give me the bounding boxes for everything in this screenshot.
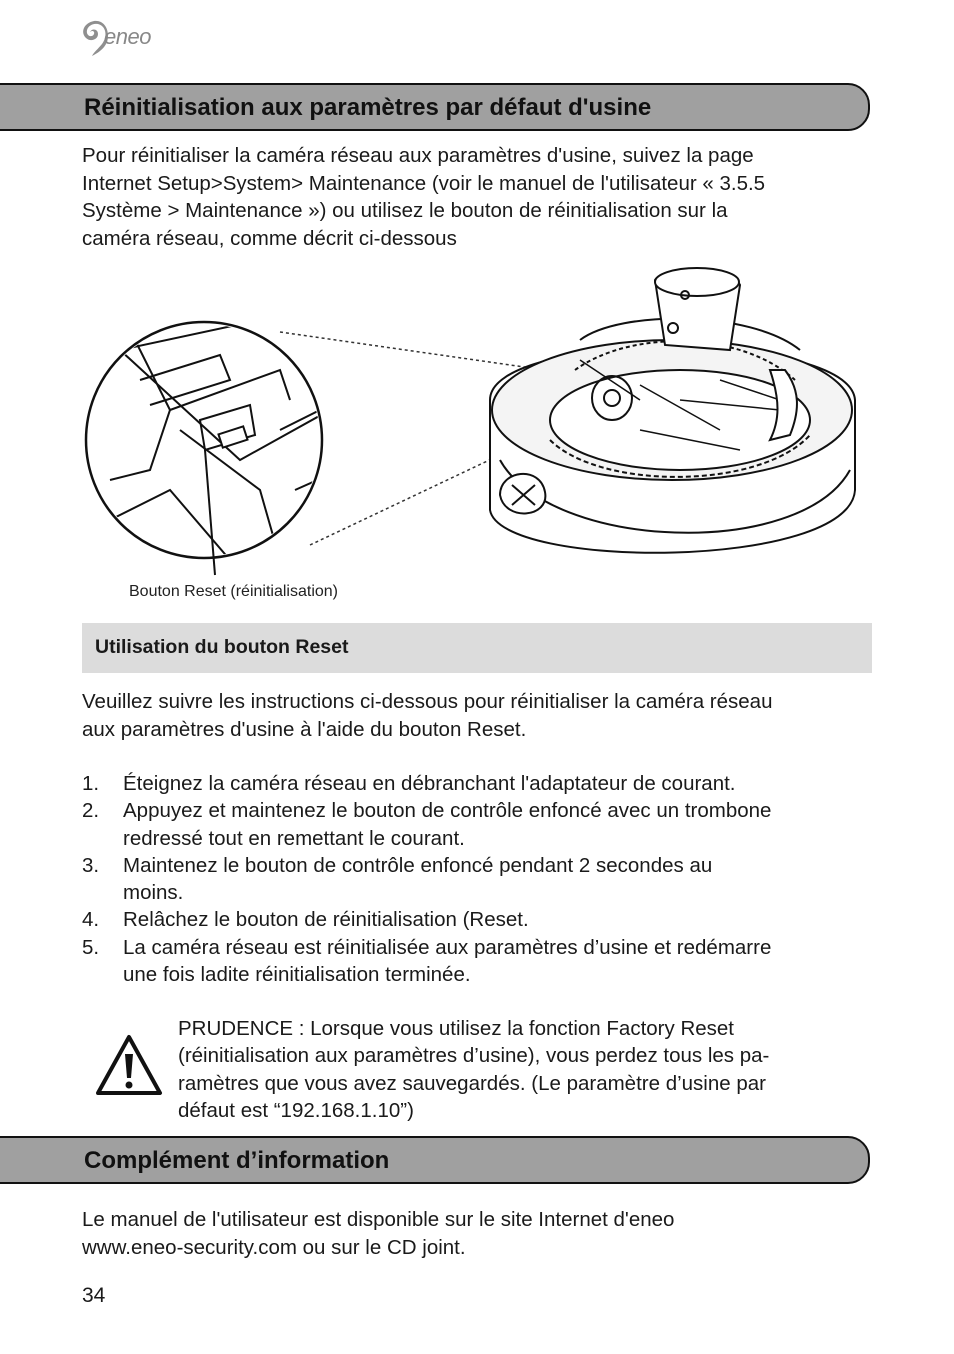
- section-title: Réinitialisation aux paramètres par défaut d'usine: [84, 94, 652, 121]
- section-header-bar: [0, 1136, 870, 1184]
- step-text: Appuyez et maintenez le bouton de contrôle enfoncé avec un trombone: [123, 799, 772, 823]
- figure-caption: Bouton Reset (réinitialisation): [129, 583, 338, 600]
- caution-line: (réinitialisation aux paramètres d’usine), vous perdez tous les pa-: [178, 1044, 770, 1068]
- logo-text: eneo: [104, 24, 151, 49]
- info-line: www.eneo-security.com ou sur le CD joint.: [82, 1235, 466, 1259]
- step-text: une fois ladite réinitialisation terminée.: [123, 963, 471, 987]
- section-header-bar: [0, 83, 870, 131]
- intro-line: Internet Setup>System> Maintenance (voir le manuel de l'utilisateur « 3.5.5: [82, 171, 766, 195]
- magnified-reset-button-detail: [86, 320, 340, 575]
- camera-reset-illustration: [80, 260, 870, 610]
- step-number: 2.: [82, 799, 100, 823]
- warning-triangle-icon: [95, 1034, 163, 1096]
- camera-dome: [490, 268, 855, 553]
- subsection-intro-line: Veuillez suivre les instructions ci-dessous pour réinitialiser la caméra réseau: [82, 690, 773, 713]
- caution-line: défaut est “192.168.1.10”): [178, 1098, 414, 1122]
- subsection-intro-line: aux paramètres d'usine à l'aide du bouton Reset.: [82, 717, 527, 741]
- reset-steps-list: [82, 770, 872, 988]
- step-item: [82, 934, 872, 989]
- step-text: Éteignez la caméra réseau en débranchant l'adaptateur de courant.: [123, 772, 736, 795]
- subsection-title: Utilisation du bouton Reset: [95, 636, 349, 658]
- caution-line: PRUDENCE : Lorsque vous utilisez la fonction Factory Reset: [178, 1017, 735, 1040]
- step-text: La caméra réseau est réinitialisée aux paramètres d’usine et redémarre: [123, 935, 772, 959]
- eneo-logo: [80, 18, 190, 58]
- intro-paragraph: [82, 142, 872, 252]
- step-text: redressé tout en remettant le courant.: [123, 826, 465, 850]
- section-title: Complément d’information: [84, 1147, 390, 1174]
- step-number: 3.: [82, 853, 100, 877]
- intro-line: Pour réinitialiser la caméra réseau aux paramètres d'usine, suivez la page: [82, 144, 754, 167]
- intro-line: caméra réseau, comme décrit ci-dessous: [82, 226, 457, 250]
- caution-line: ramètres que vous avez sauvegardés. (Le paramètre d’usine par: [178, 1071, 766, 1095]
- step-item: [82, 852, 872, 907]
- step-item: [82, 797, 872, 852]
- page-number: 34: [82, 1284, 106, 1307]
- subsection-header: [82, 623, 872, 673]
- step-number: 5.: [82, 935, 100, 959]
- step-number: 4.: [82, 908, 100, 932]
- caution-text: [178, 1015, 868, 1124]
- additional-info-paragraph: [82, 1206, 872, 1261]
- subsection-intro: [82, 688, 872, 743]
- info-line: Le manuel de l'utilisateur est disponible sur le site Internet d'eneo: [82, 1208, 675, 1231]
- step-text: Maintenez le bouton de contrôle enfoncé pendant 2 secondes au: [123, 853, 713, 877]
- step-number: 1.: [82, 772, 100, 795]
- intro-line: Système > Maintenance ») ou utilisez le bouton de réinitialisation sur la: [82, 199, 728, 222]
- step-item: [82, 770, 872, 797]
- step-text: moins.: [123, 881, 184, 905]
- step-item: [82, 906, 872, 933]
- step-text: Relâchez le bouton de réinitialisation (Reset.: [123, 908, 529, 932]
